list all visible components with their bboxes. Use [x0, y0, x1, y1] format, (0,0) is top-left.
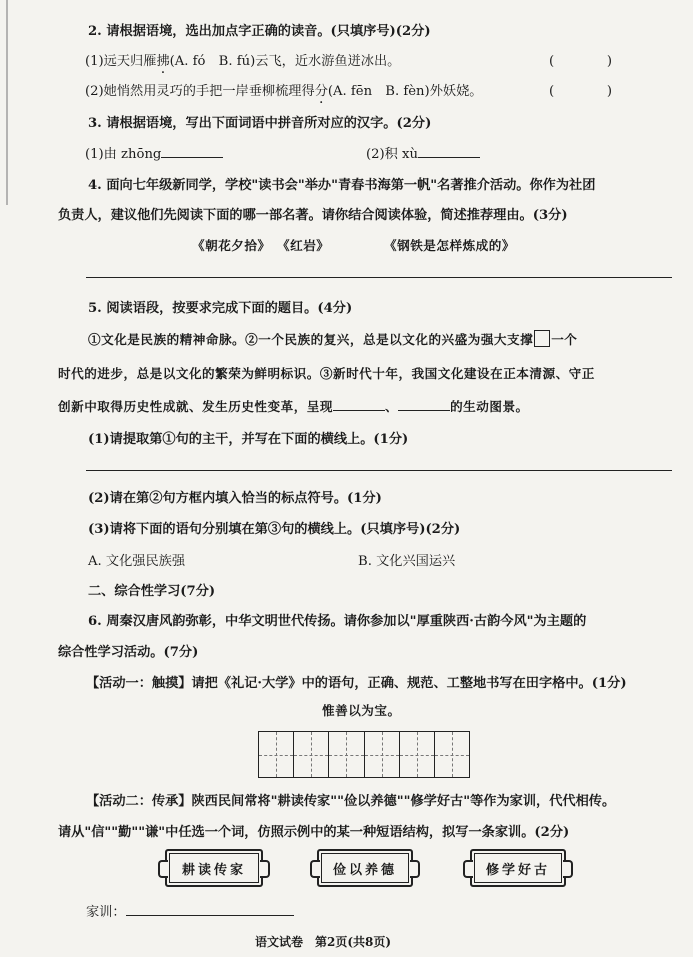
- q3-item2: (2)积 xù: [366, 143, 480, 162]
- grid-cell[interactable]: [400, 732, 435, 777]
- q5-para-line3: 创新中取得历史性成就、发生历史性变革，呈现 、 的生动图景。: [58, 396, 529, 415]
- tianzige-writing-grid[interactable]: [258, 731, 470, 778]
- grid-cell[interactable]: [329, 732, 364, 777]
- q4-book-3: 《钢铁是怎样炼成的》: [384, 238, 515, 253]
- q5-stem: 5. 阅读语段，按要求完成下面的题目。(4分): [88, 301, 353, 316]
- q3-stem: 3. 请根据语境，写出下面词语中拼音所对应的汉字。(2分): [88, 116, 432, 131]
- margin-fold-line: [6, 0, 8, 205]
- q6-answer: 家训：: [86, 901, 294, 920]
- grid-cell[interactable]: [294, 732, 329, 777]
- q5-option-a: A. 文化强民族强: [88, 554, 186, 569]
- q6-activity2-line1: 【活动二：传承】陕西民间常将"耕读传家""俭以养德""修学好古"等作为家训，代代相传。: [86, 794, 616, 809]
- plaque-jianyi-yangde: 俭以养德: [317, 849, 413, 887]
- q6-activity1-quote: 惟善以为宝。: [322, 703, 401, 718]
- q3-item1: (1)由 zhōng: [85, 143, 223, 162]
- q6-activity1: 【活动一：触摸】请把《礼记·大学》中的语句，正确、规范、工整地书写在田字格中。(1分): [86, 676, 627, 691]
- q5-sub1-answer-line[interactable]: [86, 470, 672, 471]
- grid-cell[interactable]: [365, 732, 400, 777]
- q2-item1: (1)远天归雁拂(A. fó B. fú)云飞，近水游鱼迸冰出。: [85, 54, 401, 69]
- q5-blank-2[interactable]: [398, 396, 450, 411]
- q4-book-2: 《红岩》: [277, 238, 330, 253]
- q2-item1-dotted-char: 拂: [156, 54, 170, 69]
- q6-stem-line2: 综合性学习活动。(7分): [58, 645, 199, 660]
- plaque-xiuxue-haogu: 修学好古: [470, 849, 566, 887]
- q6-answer-blank[interactable]: [126, 901, 294, 916]
- q2-item2-dotted-char: 分: [314, 84, 328, 99]
- q2-item1-answer-bracket[interactable]: ( ): [549, 54, 613, 69]
- q4-stem-line2: 负责人，建议他们先阅读下面的哪一部名著。请你结合阅读体验，简述推荐理由。(3分): [58, 208, 568, 223]
- q4-answer-line[interactable]: [86, 277, 672, 278]
- plaque-gengdu-chuanjia: 耕读传家: [165, 849, 263, 887]
- q2-item2-answer-bracket[interactable]: ( ): [549, 84, 613, 99]
- q5-sub3: (3)请将下面的语句分别填在第③句的横线上。(只填序号)(2分): [88, 522, 461, 537]
- q3-item1-blank[interactable]: [161, 143, 223, 158]
- q2-item2: (2)她悄然用灵巧的手把一岸垂柳梳理得分(A. fēn B. fèn)外妖娆。: [85, 84, 483, 99]
- grid-cell[interactable]: [259, 732, 294, 777]
- q4-stem-line1: 4. 面向七年级新同学，学校"读书会"举办"青春书海第一帆"名著推介活动。你作为社团: [88, 178, 596, 193]
- q6-activity2-line2: 请从"信""勤""谦"中任选一个词，仿照示例中的某一种短语结构，拟写一条家训。(2分): [58, 825, 570, 840]
- q5-sub1: (1)请提取第①句的主干，并写在下面的横线上。(1分): [88, 432, 409, 447]
- q5-para-line1: ①文化是民族的精神命脉。②一个民族的复兴，总是以文化的兴盛为强大支撑 一个: [88, 332, 578, 347]
- q5-punctuation-box[interactable]: [534, 330, 550, 347]
- section-2-title: 二、综合性学习(7分): [88, 584, 216, 599]
- q5-para-line2: 时代的进步，总是以文化的繁荣为鲜明标识。③新时代十年，我国文化建设在正本清源、守正: [58, 366, 595, 381]
- q6-stem-line1: 6. 周秦汉唐风韵弥彰，中华文明世代传扬。请你参加以"厚重陕西·古韵今风"为主题的: [88, 614, 587, 629]
- page-footer: 语文试卷 第2页(共8页): [255, 935, 392, 949]
- q2-stem: 2. 请根据语境，选出加点字正确的读音。(只填序号)(2分): [88, 24, 431, 39]
- q3-item2-blank[interactable]: [418, 143, 480, 158]
- q5-blank-1[interactable]: [333, 396, 385, 411]
- q5-option-b: B. 文化兴国运兴: [358, 554, 456, 569]
- q4-book-1: 《朝花夕拾》: [192, 238, 271, 253]
- q5-sub2: (2)请在第②句方框内填入恰当的标点符号。(1分): [88, 491, 382, 506]
- grid-cell[interactable]: [435, 732, 469, 777]
